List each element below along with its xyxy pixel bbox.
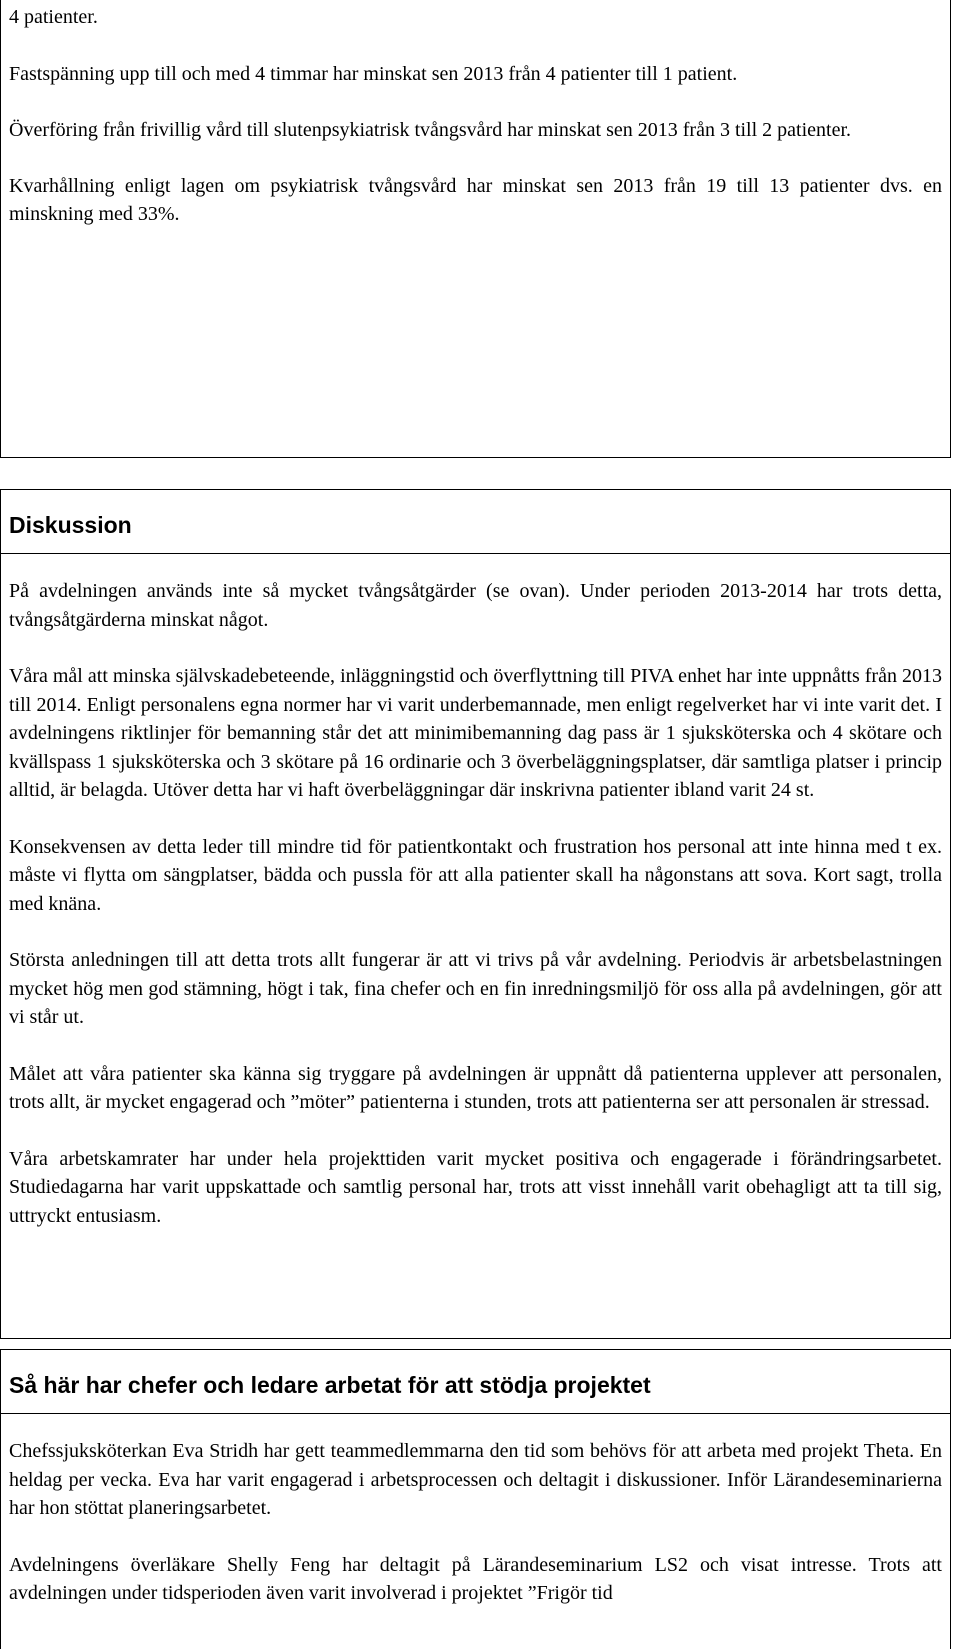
paragraph: Största anledningen till att detta trots allt fungerar är att vi trivs på vår avdelning. Periodvis är arbetsbelastningen mycket hög men god stämning, högt i tak, fina chefer och en fin inredningsmiljö för oss alla på avdelningen, gör att vi står ut.: [9, 949, 942, 1028]
managers-section: [0, 1349, 951, 1649]
paragraph: Våra arbetskamrater har under hela projekttiden varit mycket positiva och engagerade i förändringsarbetet. Studiedagarna har varit uppskattade och samtlig personal har, trots att visst innehåll varit obehagligt att ta till sig, uttryckt entusiasm.: [9, 1147, 942, 1227]
section-heading: Diskussion: [1, 490, 950, 554]
paragraph: Konsekvensen av detta leder till mindre tid för patientkontakt och frustration hos personal att inte hinna med t ex. måste vi flytta om sängplatser, bädda och pussla för att alla patienter skall ha någonstans att sova. Kort sagt, trolla med knäna.: [9, 835, 942, 915]
paragraph: Överföring från frivillig vård till slutenpsykiatrisk tvångsvård har minskat sen 2013 från 3 till 2 patienter.: [9, 119, 852, 141]
paragraph: Våra mål att minska självskadebeteende, inläggningstid och överflyttning till PIVA enhet har inte uppnåtts från 2013 till 2014. Enligt personalens egna normer har vi varit underbemannade, men enligt regelverket har vi inte varit det. I avdelningens riktlinjer för bemanning står det att minimibemanning dag pass är 1 sjuksköterska och 4 skötare och kvällspass 1 sjuksköterska och 3 skötare på 16 ordinarie och 3 överbeläggningsplatser, där samtliga platser i princip alltid, är belagda. Utöver detta har vi haft överbeläggningar där inskrivna patienter ibland varit 24 st.: [9, 665, 942, 801]
paragraph: 4 patienter.: [9, 6, 98, 28]
discussion-section: [0, 489, 951, 1339]
section-heading: Så här har chefer och ledare arbetat för att stödja projektet: [1, 1350, 950, 1414]
paragraph: Chefssjuksköterkan Eva Stridh har gett teammedlemmarna den tid som behövs för att arbeta med projekt Theta. En heldag per vecka. Eva har varit engagerad i arbetsprocessen och deltagit i diskussioner. Inför Lärandeseminarierna har hon stöttat planeringsarbetet.: [9, 1440, 942, 1519]
paragraph: Kvarhållning enligt lagen om psykiatrisk tvångsvård har minskat sen 2013 från 19 till 13 patienter dvs. en minskning med 33%.: [9, 174, 942, 225]
results-text: [9, 3, 942, 257]
discussion-text: [9, 577, 942, 1230]
paragraph: Avdelningens överläkare Shelly Feng har deltagit på Lärandeseminarium LS2 och visat intresse. Trots att avdelningen under tidsperioden även varit involverad i projektet ”Frigör tid: [9, 1553, 942, 1604]
paragraph: Målet att våra patienter ska känna sig tryggare på avdelningen är uppnått då patienterna upplever att personalen, trots allt, är mycket engagerad och ”möter” patienterna i stunden, trots att patienterna ser att personalen är stressad.: [9, 1062, 942, 1113]
managers-text: [9, 1437, 942, 1608]
paragraph: På avdelningen används inte så mycket tvångsåtgärder (se ovan). Under perioden 2013-2014 har trots detta, tvångsåtgärderna minskat något.: [9, 580, 942, 631]
paragraph: Fastspänning upp till och med 4 timmar har minskat sen 2013 från 4 patienter till 1 patient.: [9, 62, 738, 85]
results-section: [0, 0, 951, 458]
